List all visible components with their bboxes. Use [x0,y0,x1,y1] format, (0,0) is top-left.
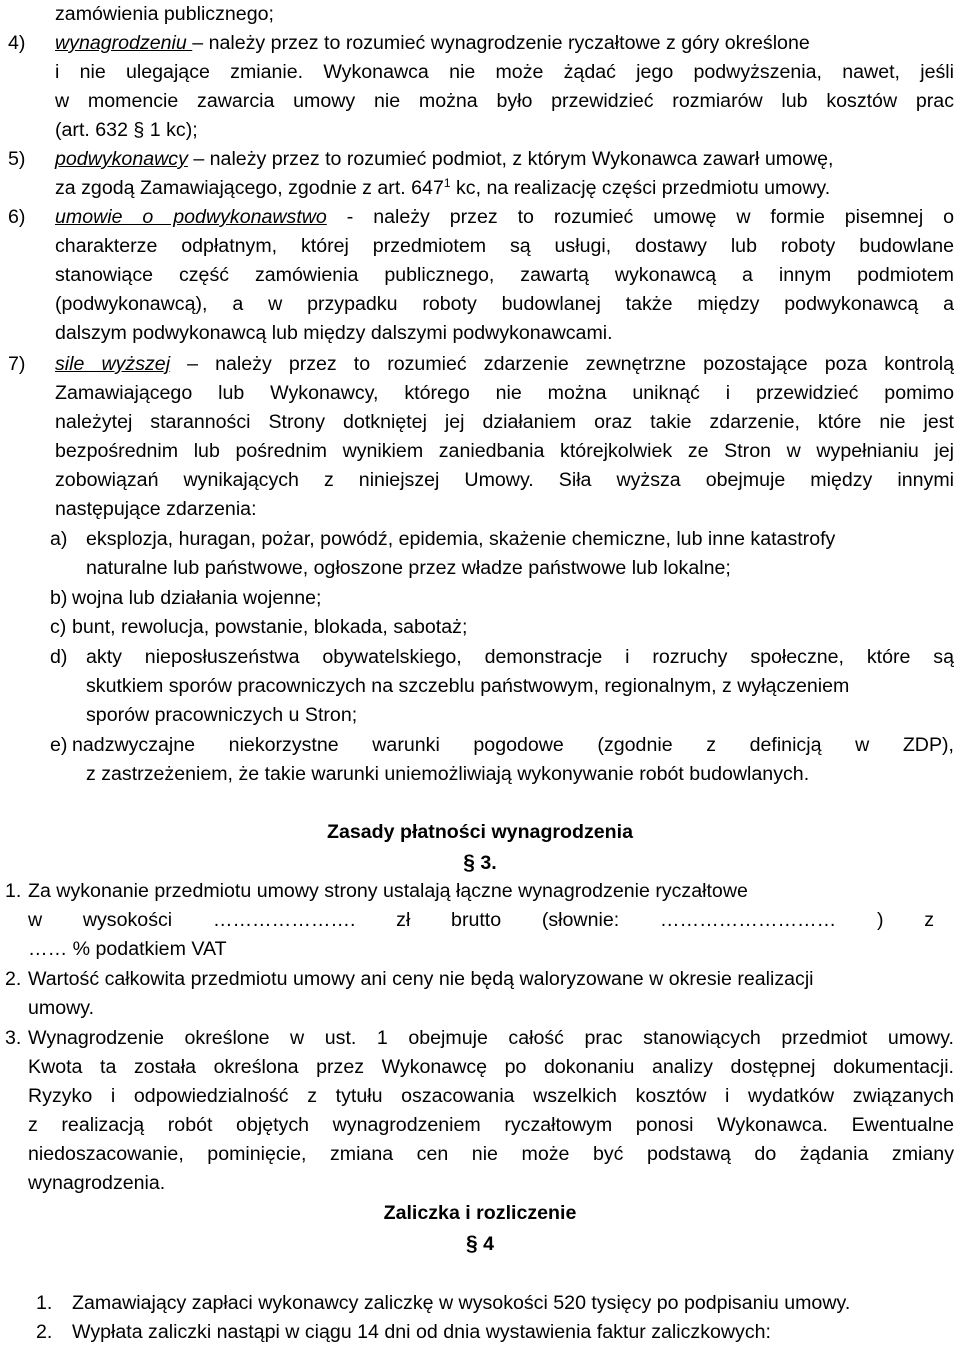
section-item-line: umowy. [28,997,95,1019]
subitem-line: nadzwyczajne niekorzystne warunki pogodowe (zgodnie z definicją w ZDP), [72,734,954,756]
section-paragraph-mark [0,1229,960,1259]
subitem-line: bunt, rewolucja, powstanie, blokada, sabotaż; [72,616,468,638]
subitem-letter: d) [50,646,68,668]
superscript: 1 [443,176,451,190]
intro-tail: zamówienia publicznego; [55,3,274,25]
subitem-line: akty nieposłuszeństwa obywatelskiego, demonstracje i rozruchy społeczne, które są [86,646,954,668]
section-item-line: Zamawiający zapłaci wykonawcy zaliczkę w wysokości 520 tysięcy po podpisaniu umowy. [72,1292,851,1314]
definition-line: dalszym podwykonawcą lub między dalszymi podwykonawcami. [55,322,613,344]
definition-line: należytej staranności Strony dotkniętej jej działaniem oraz takie zdarzenie, które nie jest [55,411,954,433]
definition-text: – należy przez to rozumieć zdarzenie zewnętrzne pozostające poza kontrolą [170,353,954,375]
definition-line: bezpośrednim lub pośrednim wynikiem zaniedbania którejkolwiek ze Stron w wypełnianiu jej [55,440,954,462]
definition-text: za zgodą Zamawiającego, zgodnie z art. 647 [55,177,444,199]
subitem-line: skutkiem sporów pracowniczych na szczeblu państwowym, regionalnym, z wyłączeniem [86,675,850,697]
definition-term: podwykonawcy [55,148,188,170]
subitem-line: wojna lub działania wojenne; [72,587,322,609]
section-heading: Zasady płatności wynagrodzenia [327,821,633,843]
subitem-letter: a) [50,528,68,550]
definition-text: - należy przez to rozumieć umowę w formie pisemnej o [326,206,954,228]
definition-number: 7) [8,353,26,375]
section-item-number: 2. [36,1321,53,1343]
definition-line: (art. 632 § 1 kc); [55,119,198,141]
definition-line: następujące zdarzenia: [55,498,257,520]
definition-first-line [55,29,810,58]
section-item-number: 2. [5,968,22,990]
section-item-number: 3. [5,1027,22,1049]
section-item-line: z realizacją robót objętych wynagrodzeniem ryczałtowym ponosi Wykonawca. Ewentualne [28,1114,954,1136]
section-item-number: 1. [36,1292,53,1314]
definition-number: 4) [8,32,26,54]
subitem-line: z zastrzeżeniem, że takie warunki uniemożliwiają wykonywanie robót budowlanych. [86,763,810,785]
section-item-line: niedoszacowanie, pominięcie, zmiana cen nie może być podstawą do żądania zmiany [28,1143,954,1165]
section-item-line: Wypłata zaliczki nastąpi w ciągu 14 dni od dnia wystawienia faktur zaliczkowych: [72,1321,771,1343]
section-item-line: Ryzyko i odpowiedzialność z tytułu oszacowania wszelkich kosztów i wydatków związanych [28,1085,954,1107]
section-item-line: w wysokości …………………. zł brutto (słownie: ……………………… ) z [28,909,934,931]
section-sign: § [465,1232,478,1255]
section-number: 3. [474,852,497,874]
definition-line: charakterze odpłatnym, której przedmiotem są usługi, dostawy lub roboty budowlane [55,235,954,257]
section-item-line: Wartość całkowita przedmiotu umowy ani ceny nie będą waloryzowane w okresie realizacji [28,968,814,990]
definition-number: 5) [8,148,26,170]
definition-term: sile wyższej [55,353,171,375]
subitem-letter: c) [50,616,67,638]
definition-first-line [55,145,833,174]
section-number: 4 [477,1233,495,1255]
section-item-line: Kwota ta została określona przez Wykonawcę po dokonaniu analizy dostępnej dokumentacji. [28,1056,954,1078]
section-heading: Zaliczka i rozliczenie [383,1202,577,1224]
subitem-line: naturalne lub państwowe, ogłoszone przez władze państwowe lub lokalne; [86,557,731,579]
section-item-line: wynagrodzenia. [28,1172,166,1194]
definition-line: zobowiązań wynikających z niniejszej Umowy. Siła wyższa obejmuje między innymi [55,469,954,491]
subitem-letter: b) [50,587,68,609]
definition-number: 6) [8,206,26,228]
definition-line: (podwykonawcą), a w przypadku roboty budowlanej także między podwykonawcą a [55,293,954,315]
definition-term: wynagrodzeniu [55,32,193,54]
definition-term: umowie o podwykonawstwo [55,206,327,228]
definition-first-line [55,203,954,232]
section-sign: § [463,851,475,874]
subitem-line: sporów pracowniczych u Stron; [86,704,358,726]
subitem-line: eksplozja, huragan, pożar, powódź, epidemia, skażenie chemiczne, lub inne katastrofy [86,528,836,550]
definition-text: kc, na realizację części przedmiotu umowy. [450,177,831,199]
section-item-line: Wynagrodzenie określone w ust. 1 obejmuje całość prac stanowiących przedmiot umowy. [28,1027,954,1049]
definition-line: w momencie zawarcia umowy nie można było przewidzieć rozmiarów lub kosztów prac [55,90,954,112]
section-item-line: …… % podatkiem VAT [28,938,227,960]
definition-text: – należy przez to rozumieć podmiot, z którym Wykonawca zawarł umowę, [187,148,834,170]
definition-line [55,174,830,203]
section-item-number: 1. [5,880,22,902]
definition-line: i nie ulegające zmianie. Wykonawca nie może żądać jego podwyższenia, nawet, jeśli [55,61,954,83]
section-item-line: Za wykonanie przedmiotu umowy strony ustalają łączne wynagrodzenie ryczałtowe [28,880,748,902]
definition-text: – należy przez to rozumieć wynagrodzenie ryczałtowe z góry określone [192,32,810,54]
definition-line: stanowiące część zamówienia publicznego, zawartą wykonawcą a innym podmiotem [55,264,954,286]
definition-line: Zamawiającego lub Wykonawcy, którego nie można uniknąć i przewidzieć pomimo [55,382,954,404]
definition-first-line [55,350,954,379]
section-paragraph-mark [0,848,960,878]
subitem-letter: e) [50,734,68,756]
